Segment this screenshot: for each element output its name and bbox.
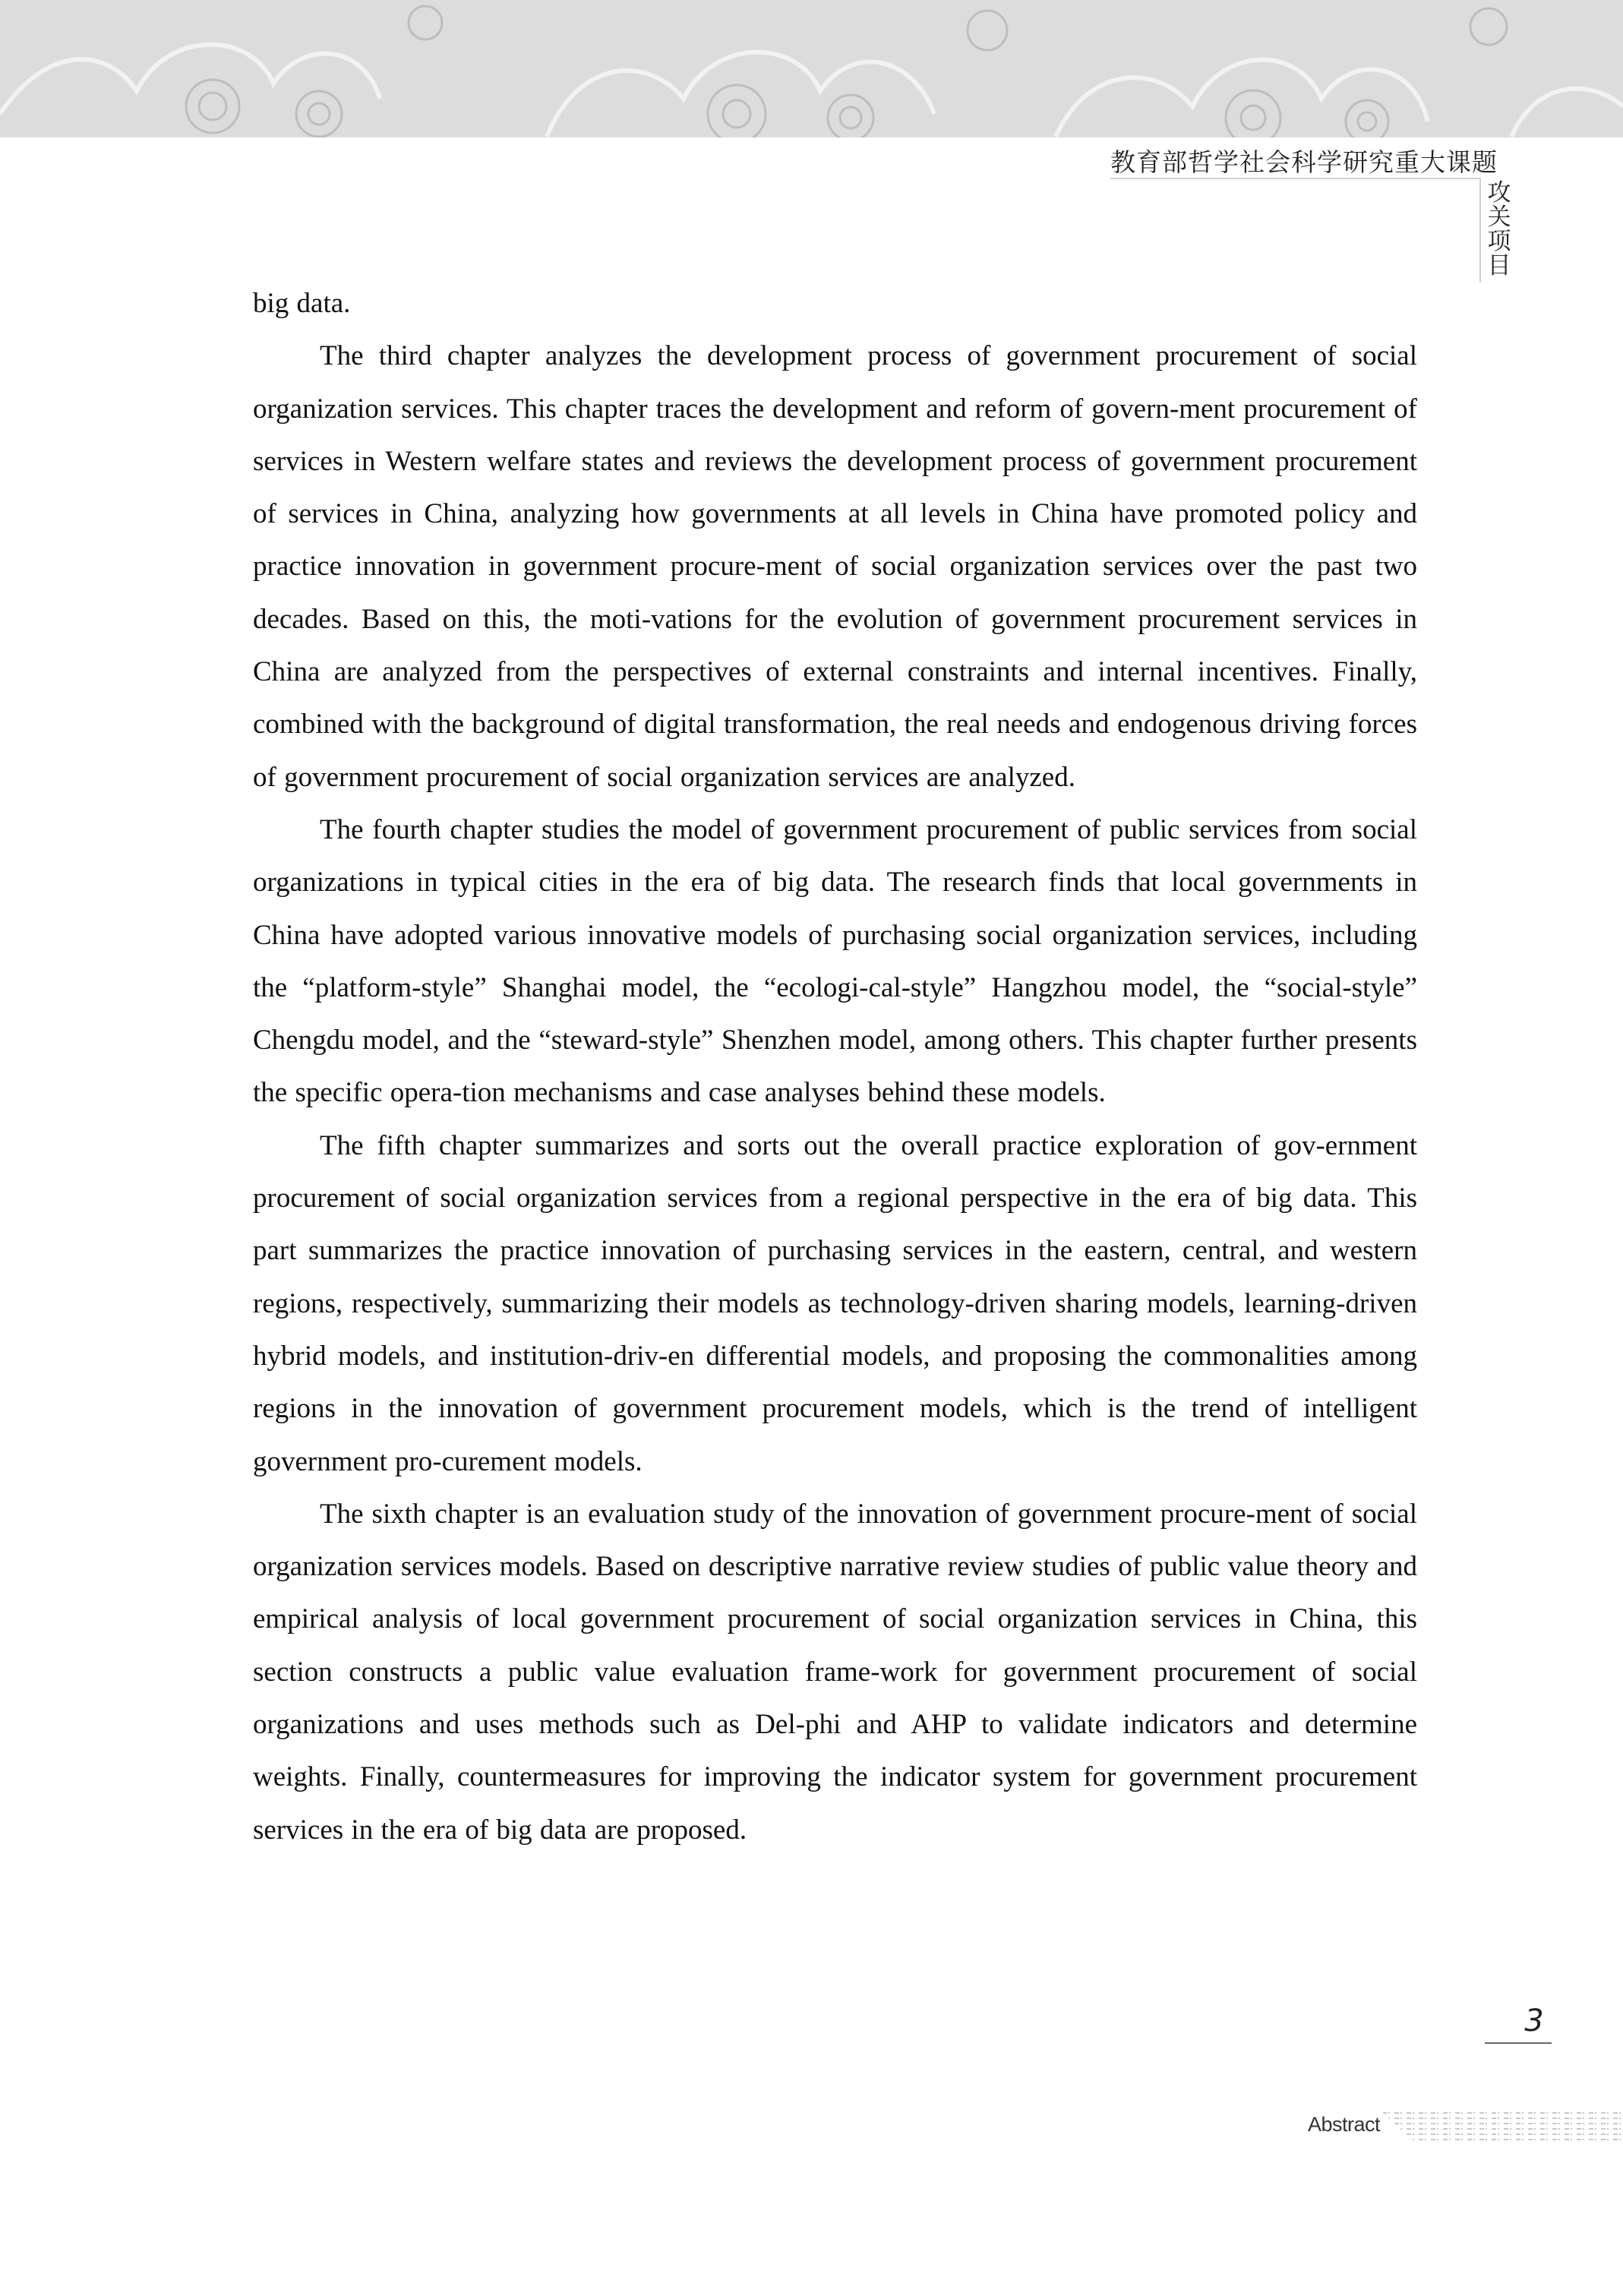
paragraph-sixth-chapter: The sixth chapter is an evaluation study of the innovation of government procure-ment of social organization services models. Based on descriptive narrative review studies of public value theory and empirical analysis of local government procurement of social organization services in China, this section constructs a public value evaluation frame-work for government procurement of social organizations and uses methods such as Del-phi and AHP to validate indicators and determine weights. Finally, countermeasures for improving the indicator system for government procurement services in the era of big data are proposed. [253,1498,1417,1846]
cloud-pattern-banner [0,0,1623,137]
paragraph-continuation: big data. [253,288,351,319]
section-label: Abstract [1308,2113,1381,2136]
page-number: 3 [1524,2004,1544,2039]
header-rule-vertical [1479,178,1481,283]
cloud-pattern-icon [0,0,1623,137]
paragraph-third-chapter: The third chapter analyzes the development process of government procurement of social organization services. This chapter traces the development and reform of govern-ment procurement of services in Western welfare states and reviews the development process of government procurement of services in China, analyzing how governments at all levels in China have promoted policy and practice innovation in government procure-ment of social organization services over the past two decades. Based on this, the moti-vations for the evolution of government procurement services in China are analyzed from the perspectives of external constraints and internal incentives. Finally, combined with the background of digital transformation, the real needs and endogenous driving forces of government procurement of social organization services are analyzed. [253,340,1417,793]
page-number-rule [1485,2042,1552,2044]
paragraph-fourth-chapter: The fourth chapter studies the model of government procurement of public services from social organizations in typical cities in the era of big data. The research finds that local governments in China have adopted various innovative models of purchasing social organization services, including the “platform-style” Shanghai model, the “ecologi-cal-style” Hangzhou model, the “social-style” Chengdu model, and the “steward-style” Shenzhen model, among others. This chapter further presents the specific opera-tion mechanisms and case analyses behind these models. [253,813,1417,1109]
abstract-body [253,277,1417,1856]
running-head: 教育部哲学社会科学研究重大课题 [1110,147,1498,177]
dot-pattern-decoration [1382,2112,1623,2141]
vertical-label: 攻关项目 [1487,179,1511,279]
paragraph-fifth-chapter: The fifth chapter summarizes and sorts out the overall practice exploration of gov-ernment procurement of social organization services from a regional perspective in the era of big data. This part summarizes the practice innovation of purchasing services in the eastern, central, and western regions, respectively, summarizing their models as technology-driven sharing models, learning-driven hybrid models, and institution-driv-en differential models, and proposing the commonalities among regions in the innovation of government procurement models, which is the trend of intelligent government pro-curement models. [253,1129,1417,1477]
header-rule-horizontal [1110,178,1480,179]
